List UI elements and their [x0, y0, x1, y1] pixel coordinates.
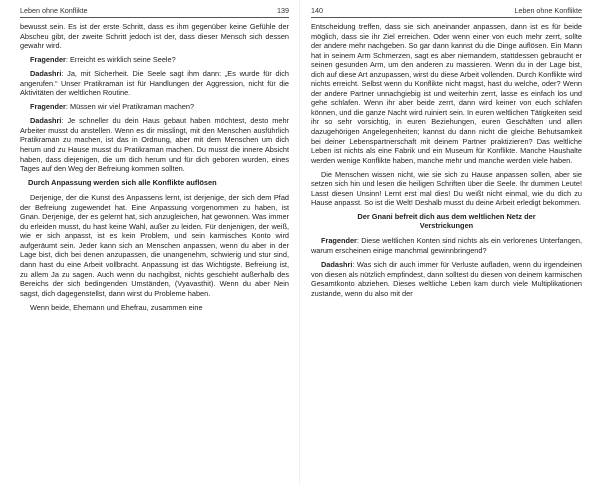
dialogue-paragraph — [20, 102, 289, 112]
right-page — [299, 0, 598, 484]
heading-line: Der Gnani befreit dich aus dem weltlichen Netz der — [357, 212, 536, 222]
section-heading: Durch Anpassung werden sich alle Konflikte auflösen — [28, 178, 217, 188]
left-page — [0, 0, 299, 484]
running-title: Leben ohne Konflikte — [20, 6, 88, 15]
dialogue-text: : Diese weltlichen Konten sind nichts als ein verlorenes Unterfangen, warum erscheinen einige manchmal gewinnbringend? — [311, 236, 582, 255]
paragraph: Entscheidung treffen, dass sie sich aneinander anpassen, dann ist es für beide möglich, dass sie ihr Ziel erreichen. Oder wenn einer von euch mehr zerrt, sollte der andere mehr nachgeben. So gar dann kannst du die Dinge auflösen. Ein Mann hat in seinem Arm Schmerzen, sagt es aber niemandem, stattdessen gebraucht er seinen gesunden Arm, um den anderen zu massieren. Wenn du in der Lage bist, dich auf diese Art anzupassen, wirst du diese Arbeit vollenden. Durch Konflikte wird nichts erreicht. Selbst wenn du Konflikte nicht magst, hast du welche, oder? Wenn der andere Partner unnachgiebig ist und weiterhin zerrt, lasse es einfach los und gehe schlafen. Wenn ihr aber beide zerrt, dann wird keiner von euch schlafen können, und die ganze Nacht wird ruiniert sein. In euren weltlichen Tätigkeiten seid ihr so sehr vorsichtig, in euren Beziehungen, euren Geschäften und allen dazugehörigen Angelegenheiten; kannst du dann nicht die gleiche Behutsamkeit bei deiner Lebenspartnerschaft mit deinem Partner praktizieren? Das weltliche Leben ist nichts als eine Fabrik und ein Museum für Konflikte. Manche Haushalte werden wenige Konflikte haben, manche mehr und manche werden viele haben. — [311, 22, 582, 165]
paragraph: Die Menschen wissen nicht, wie sie sich zu Hause anpassen sollen, aber sie setzen sich hin und lesen die heiligen Schriften über die Seele. Ihr dummen Leute! Lasst diesen Unsinn! Lernt erst mal dies! Du weißt nicht einmal, wie du dich zu Hause anpasst. So ist die Welt! Deshalb musst du deine Arbeit erledigt bekommen. — [311, 169, 582, 208]
speaker-name: Fragender — [321, 236, 357, 246]
dialogue-paragraph — [311, 236, 582, 255]
running-title: Leben ohne Konflikte — [514, 6, 582, 15]
dialogue-paragraph — [20, 116, 289, 173]
dialogue-text: : Was sich dir auch immer für Verluste aufladen, wenn du irgendeinen von diesen als nützlich empfindest, dann solltest du diesen von deinem karmischen Gesamtkonto abziehen. Dieses weltliche Leben kam durch viele Multiplikationen zustande, wenn du also mit der — [311, 259, 582, 298]
speaker-name: Dadashri — [321, 259, 353, 269]
dialogue-paragraph — [20, 69, 289, 98]
dialogue-text: : Erreicht es wirklich seine Seele? — [65, 55, 176, 65]
page-header — [20, 6, 289, 18]
paragraph: bewusst sein. Es ist der erste Schritt, dass es ihm gegenüber keine Gefühle der Abscheu gibt, der zweite Schritt jedoch ist der, dass dieser Mensch sich dessen gewahr wird. — [20, 22, 289, 51]
dialogue-text: : Je schneller du dein Haus gebaut haben möchtest, desto mehr Arbeiter musst du anstellen. Wenn es dir misslingt, mit den Menschen ausführlich Pratikraman zu machen, ist das in Ordnung, aber mit dem Menschen um dich herum und zu Hause musst du Pratikraman machen. Du musst die innere Absicht haben, dass diejenigen, die um dich herum und für dich geboren wurden, eines Tages auf den Weg der Befreiung kommen sollten. — [20, 116, 289, 174]
page-number: 140 — [311, 6, 323, 15]
page-number: 139 — [277, 6, 289, 15]
dialogue-paragraph — [311, 260, 582, 298]
heading-line: Verstrickungen — [419, 221, 474, 231]
paragraph: Derjenige, der die Kunst des Anpassens lernt, ist derjenige, der sich dem Pfad der Befreiung zugewendet hat. Eine Anpassung vorgenommen zu haben, ist Gnan. Derjenige, der es gelernt hat, sich anzugleichen, hat gewonnen. Was immer du erleiden musst, du hast keine Wahl, außer zu leiden. Für denjenigen, der weiß, wie er sich anpasst, ist es kein Problem, und sein karmisches Konto wird aufgeräumt sein. Jeder kann sich an Menschen anpassen, wenn du aber in der Lage bist, dich bei denen anzupassen, die unangenehm, schwierig und stur sind, dann hast du eine Arbeit vollbracht. Anpassung ist das Wichtigste. Befreiung ist, zu allem Ja zu sagen. Auch wenn du nachgibst, nichts geschieht außerhalb des Bereichs der sich bedingenden Umständen, (Vyavasthit). Wenn du aber Nein sagst, dich dagegenstellst, dann wirst du Probleme haben. — [20, 193, 289, 298]
page-header — [311, 6, 582, 18]
speaker-name: Fragender — [30, 55, 66, 65]
dialogue-text: : Ja, mit Sicherheit. Die Seele sagt ihm dann: „Es wurde für dich angerufen.“ Unser Pratikraman ist für Handlungen der Aggression, nicht für die Aktivitäten der weltlichen Routine. — [20, 69, 289, 98]
dialogue-text: : Müssen wir viel Pratikraman machen? — [65, 102, 195, 112]
section-heading — [311, 212, 582, 230]
paragraph: Wenn beide, Ehemann und Ehefrau, zusammen eine — [30, 302, 203, 312]
dialogue-paragraph — [20, 55, 289, 65]
speaker-name: Dadashri — [30, 69, 62, 79]
speaker-name: Fragender — [30, 102, 66, 112]
speaker-name: Dadashri — [30, 116, 62, 126]
